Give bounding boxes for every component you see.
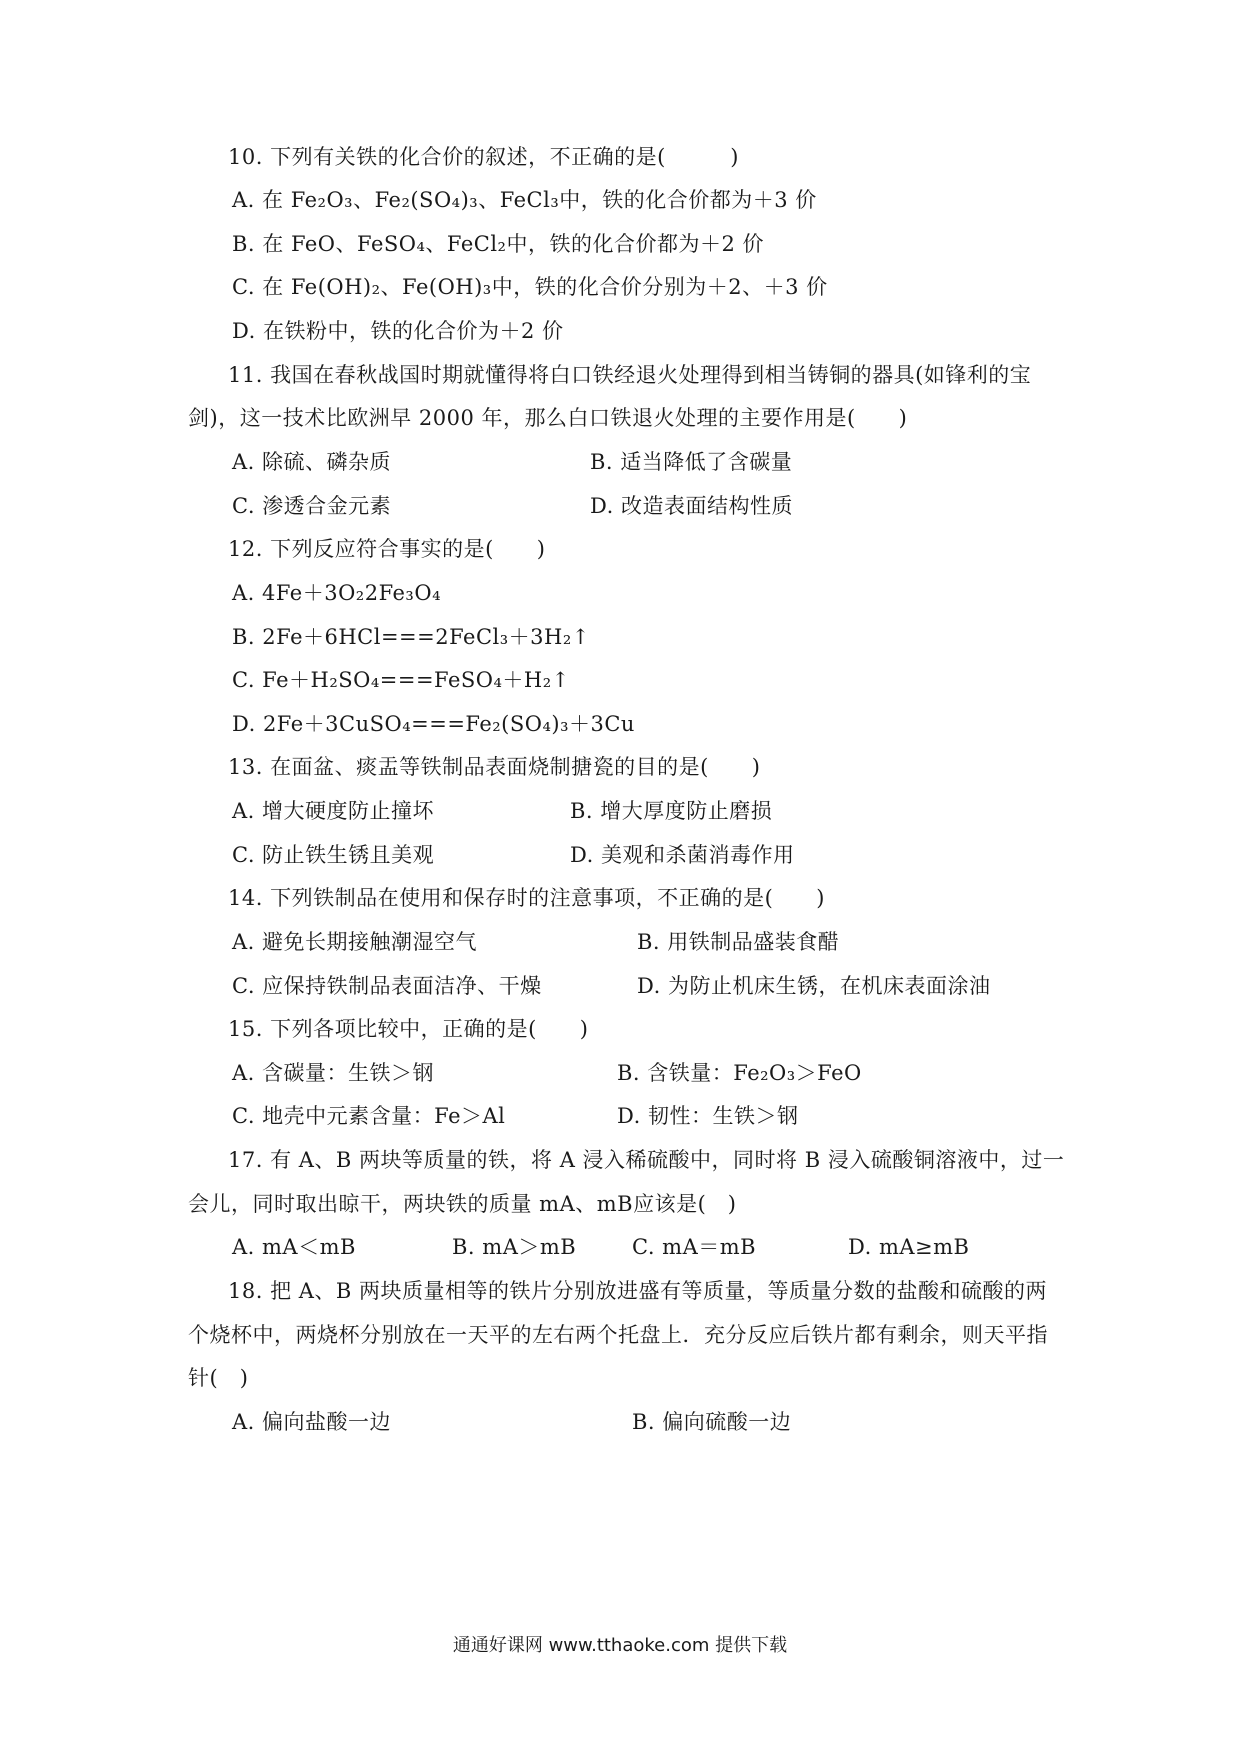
- q17-option-d: D. mA≥mB: [848, 1235, 970, 1259]
- q11-option-c: C. 渗透合金元素: [232, 494, 392, 518]
- q12-option-a: A. 4Fe＋3O₂2Fe₃O₄: [232, 581, 441, 605]
- q13-option-b: B. 增大厚度防止磨损: [570, 799, 773, 823]
- q17-option-a: A. mA＜mB: [232, 1235, 356, 1259]
- q15-stem: 15. 下列各项比较中，正确的是( ): [228, 1017, 589, 1041]
- q14-option-c: C. 应保持铁制品表面洁净、干燥: [232, 974, 542, 998]
- q10-stem: 10. 下列有关铁的化合价的叙述，不正确的是( ): [228, 145, 739, 169]
- q17-option-b: B. mA＞mB: [452, 1235, 577, 1259]
- q11-stem-line2: 剑)，这一技术比欧洲早 2000 年，那么白口铁退火处理的主要作用是( ): [188, 406, 908, 430]
- q18-stem-line1: 18. 把 A、B 两块质量相等的铁片分别放进盛有等质量，等质量分数的盐酸和硫酸的两: [228, 1279, 1048, 1303]
- q11-option-d: D. 改造表面结构性质: [590, 494, 793, 518]
- q15-option-b: B. 含铁量：Fe₂O₃＞FeO: [617, 1061, 862, 1085]
- q18-stem-line2: 个烧杯中，两烧杯分别放在一天平的左右两个托盘上．充分反应后铁片都有剩余，则天平指: [188, 1323, 1048, 1347]
- q14-stem: 14. 下列铁制品在使用和保存时的注意事项，不正确的是( ): [228, 886, 825, 910]
- q12-option-c: C. Fe＋H₂SO₄===FeSO₄＋H₂↑: [232, 668, 570, 692]
- q13-option-a: A. 增大硬度防止撞坏: [232, 799, 435, 823]
- q17-option-c: C. mA＝mB: [632, 1235, 757, 1259]
- q10-option-d: D. 在铁粉中，铁的化合价为＋2 价: [232, 319, 564, 343]
- q12-option-d: D. 2Fe＋3CuSO₄===Fe₂(SO₄)₃＋3Cu: [232, 712, 635, 736]
- q14-option-d: D. 为防止机床生锈，在机床表面涂油: [637, 974, 991, 998]
- q18-stem-line3: 针( ): [188, 1366, 249, 1390]
- q18-option-a: A. 偏向盐酸一边: [232, 1410, 392, 1434]
- q13-option-d: D. 美观和杀菌消毒作用: [570, 843, 795, 867]
- page-footer: 通通好课网 www.tthaoke.com 提供下载: [452, 1635, 788, 1656]
- q11-option-b: B. 适当降低了含碳量: [590, 450, 793, 474]
- q18-option-b: B. 偏向硫酸一边: [632, 1410, 792, 1434]
- q10-option-b: B. 在 FeO、FeSO₄、FeCl₂中，铁的化合价都为＋2 价: [232, 232, 764, 256]
- q14-option-b: B. 用铁制品盛装食醋: [637, 930, 840, 954]
- q11-option-a: A. 除硫、磷杂质: [232, 450, 392, 474]
- q17-stem-line1: 17. 有 A、B 两块等质量的铁，将 A 浸入稀硫酸中，同时将 B 浸入硫酸铜溶液中，过一: [228, 1148, 1065, 1172]
- q15-option-c: C. 地壳中元素含量：Fe＞Al: [232, 1104, 506, 1128]
- q15-option-d: D. 韧性：生铁＞钢: [617, 1104, 799, 1128]
- q12-option-b: B. 2Fe＋6HCl===2FeCl₃＋3H₂↑: [232, 625, 590, 649]
- q13-stem: 13. 在面盆、痰盂等铁制品表面烧制搪瓷的目的是( ): [228, 755, 761, 779]
- q13-option-c: C. 防止铁生锈且美观: [232, 843, 435, 867]
- q10-option-a: A. 在 Fe₂O₃、Fe₂(SO₄)₃、FeCl₃中，铁的化合价都为＋3 价: [232, 188, 817, 212]
- q10-option-c: C. 在 Fe(OH)₂、Fe(OH)₃中，铁的化合价分别为＋2、＋3 价: [232, 275, 828, 299]
- q17-stem-line2: 会儿，同时取出晾干，两块铁的质量 mA、mB应该是( ): [188, 1192, 737, 1216]
- q14-option-a: A. 避免长期接触潮湿空气: [232, 930, 478, 954]
- q15-option-a: A. 含碳量：生铁＞钢: [232, 1061, 435, 1085]
- q12-stem: 12. 下列反应符合事实的是( ): [228, 537, 546, 561]
- q11-stem-line1: 11. 我国在春秋战国时期就懂得将白口铁经退火处理得到相当铸铜的器具(如锋利的宝: [228, 363, 1032, 387]
